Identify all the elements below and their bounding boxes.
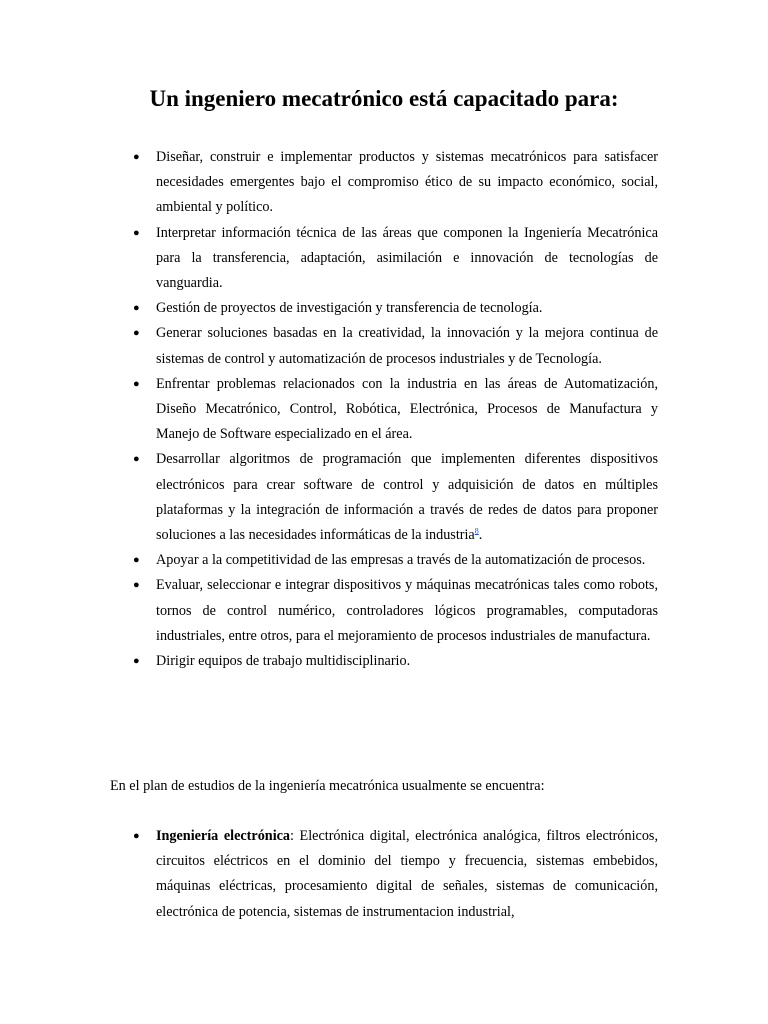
bullet-icon: ● <box>133 554 140 567</box>
curriculum-intro: En el plan de estudios de la ingeniería mecatrónica usualmente se encuentra: <box>110 778 545 794</box>
list-item-lead: Ingeniería electrónica <box>156 828 291 844</box>
list-item-text: Dirigir equipos de trabajo multidisciplinario. <box>156 653 411 670</box>
list-item-text: Generar soluciones basadas en la creatividad, la innovación y la mejora continua de sistemas de control y automatización de procesos industriales y de Tecnología. <box>156 325 658 367</box>
curriculum-list <box>133 824 658 925</box>
list-item-text: Interpretar información técnica de las áreas que componen la Ingeniería Mecatrónica para la transferencia, adaptación, asimilación e innovación de tecnologías de vanguardia. <box>156 224 658 292</box>
list-item <box>133 548 658 573</box>
bullet-icon: ● <box>133 579 140 592</box>
list-item-text: Evaluar, seleccionar e integrar dispositivos y máquinas mecatrónicas tales como robots, tornos de control numérico, controladores lógicos programables, computadoras industriales, entre otros, para el mejoramiento de procesos industriales de manufactura. <box>156 577 658 644</box>
footnote-link[interactable]: 8 <box>474 526 479 536</box>
list-item <box>133 296 658 321</box>
bullet-icon: ● <box>133 655 140 668</box>
list-item-text: Gestión de proyectos de investigación y transferencia de tecnología. <box>156 300 543 317</box>
list-item <box>133 145 658 221</box>
bullet-icon: ● <box>133 453 140 466</box>
list-item <box>133 221 658 297</box>
page-title: Un ingeniero mecatrónico está capacitado para: <box>149 86 619 111</box>
list-item-text: Diseñar, construir e implementar productos y sistemas mecatrónicos para satisfacer necesidades emergentes bajo el compromiso ético de su impacto económico, social, ambiental y político. <box>156 149 658 216</box>
bullet-icon: ● <box>133 226 140 239</box>
bullet-icon: ● <box>133 327 140 340</box>
list-item-text: Enfrentar problemas relacionados con la industria en las áreas de Automatización, Diseño Mecatrónico, Control, Robótica, Electrónica, Procesos de Manufactura y Manejo de Software especializado en el área. <box>156 375 658 443</box>
list-item-text: Apoyar a la competitividad de las empresas a través de la automatización de procesos. <box>156 552 646 569</box>
list-item <box>133 372 658 448</box>
list-item <box>133 321 658 371</box>
list-item-text: Desarrollar algoritmos de programación que implementen diferentes dispositivos electrónicos para crear software de control y adquisición de datos en múltiples plataformas y la integración de información a través de redes de datos para proponer soluciones a las necesidades informáticas de la industria <box>156 451 658 544</box>
bullet-icon: ● <box>133 830 140 842</box>
list-item <box>133 649 658 674</box>
list-item <box>133 573 658 649</box>
list-item <box>133 447 658 548</box>
list-item-suffix: . <box>478 527 483 544</box>
list-item-text: : Electrónica digital, electrónica analógica, filtros electrónicos, circuitos eléctricos en el dominio del tiempo y frecuencia, sistemas embebidos, máquinas eléctricas, procesamiento digital de señales, sistemas de comunicación, electrónica de potencia, sistemas de instrumentacion industrial, <box>156 828 658 920</box>
capabilities-list <box>133 145 658 674</box>
bullet-icon: ● <box>133 302 140 315</box>
list-item <box>133 824 658 925</box>
bullet-icon: ● <box>133 151 140 163</box>
bullet-icon: ● <box>133 377 140 390</box>
